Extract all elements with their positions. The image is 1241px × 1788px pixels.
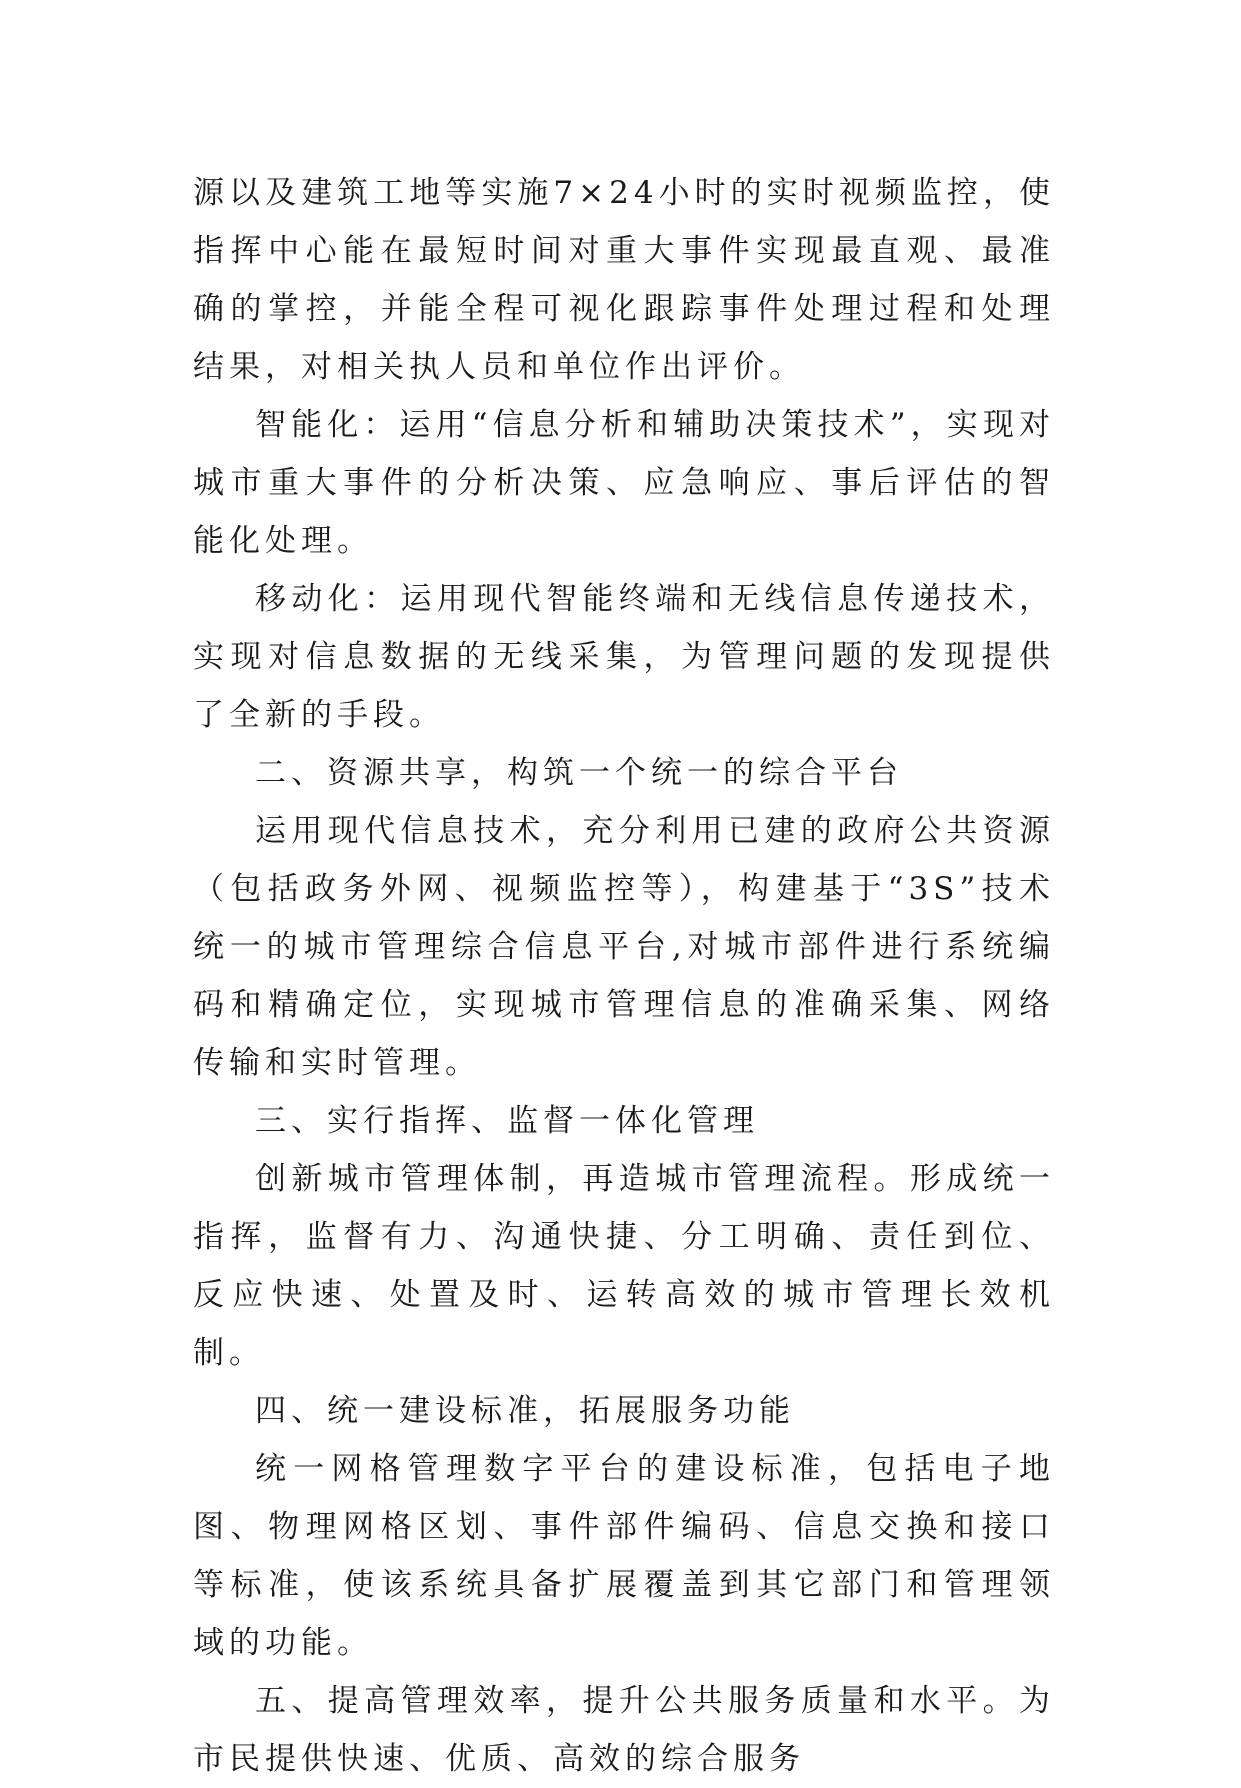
paragraph-standards: 统一网格管理数字平台的建设标准，包括电子地图、物理网格区划、事件部件编码、信息交换和接口等标准，使该系统具备扩展覆盖到其它部门和管理领域的功能。 [193, 1451, 1055, 1661]
paragraph-mobile: 移动化：运用现代智能终端和无线信息传递技术，实现对信息数据的无线采集，为管理问题的发现提供了全新的手段。 [193, 581, 1055, 733]
section-heading-3: 三、实行指挥、监督一体化管理 [255, 1103, 759, 1139]
document-body [193, 164, 1055, 1788]
paragraph-continuation: 源以及建筑工地等实施7×24小时的实时视频监控，使指挥中心能在最短时间对重大事件实现最直观、最准确的掌控，并能全程可视化跟踪事件处理过程和处理结果，对相关执人员和单位作出评价。 [193, 175, 1055, 385]
paragraph-intelligent: 智能化：运用“信息分析和辅助决策技术”，实现对城市重大事件的分析决策、应急响应、事后评估的智能化处理。 [193, 407, 1055, 559]
paragraph-command-supervision: 创新城市管理体制，再造城市管理流程。形成统一指挥，监督有力、沟通快捷、分工明确、责任到位、反应快速、处置及时、运转高效的城市管理长效机制。 [193, 1161, 1055, 1371]
paragraph-resource-sharing: 运用现代信息技术，充分利用已建的政府公共资源（包括政务外网、视频监控等），构建基于“3S”技术统一的城市管理综合信息平台,对城市部件进行系统编码和精确定位，实现城市管理信息的准确采集、网络传输和实时管理。 [193, 813, 1055, 1081]
section-heading-2: 二、资源共享，构筑一个统一的综合平台 [255, 755, 903, 791]
section-heading-4: 四、统一建设标准，拓展服务功能 [255, 1393, 795, 1429]
paragraph-efficiency: 五、提高管理效率，提升公共服务质量和水平。为市民提供快速、优质、高效的综合服务 [193, 1683, 1055, 1777]
